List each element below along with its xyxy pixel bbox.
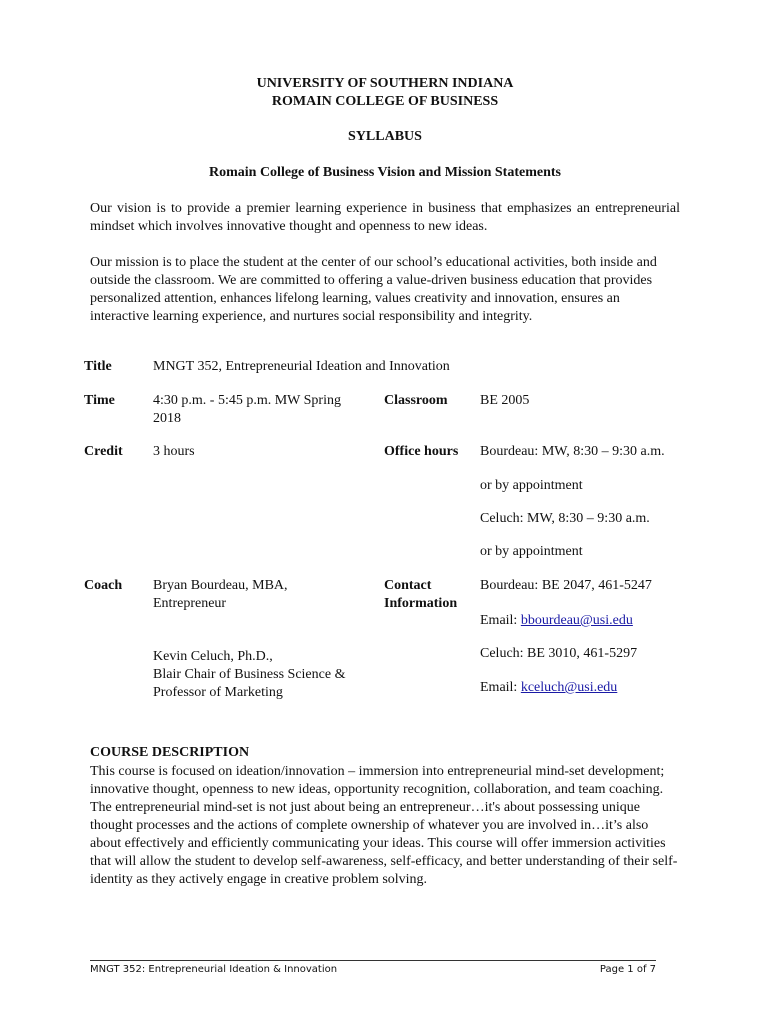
college-name: ROMAIN COLLEGE OF BUSINESS <box>271 94 499 109</box>
contact-celuch-office: Celuch: BE 3010, 461-5297 <box>480 646 638 661</box>
coach-bourdeau-role: Entrepreneur <box>153 596 227 611</box>
contact-bourdeau-email-row <box>480 612 633 630</box>
vision-mission-heading: Romain College of Business Vision and Mission Statements <box>209 165 561 180</box>
header-block <box>0 75 770 111</box>
vision-statement: Our vision is to provide a premier learning experience in business that emphasizes an entrepreneurial mindset which involves innovative thought and openness to new ideas. <box>90 201 680 234</box>
course-description-heading: COURSE DESCRIPTION <box>90 745 250 760</box>
contact-label-line1: Contact <box>384 578 432 593</box>
time-label: Time <box>84 393 115 408</box>
contact-label-line2: Information <box>384 596 458 611</box>
coach-celuch-name: Kevin Celuch, Ph.D., <box>153 649 273 664</box>
email-label: Email: <box>480 613 521 628</box>
contact-info-label <box>384 577 457 613</box>
title-value: MNGT 352, Entrepreneurial Ideation and Innovation <box>153 359 450 374</box>
email-label: Email: <box>480 680 521 695</box>
university-name: UNIVERSITY OF SOUTHERN INDIANA <box>256 76 514 91</box>
office-hours-label: Office hours <box>384 444 459 459</box>
credit-value: 3 hours <box>153 444 195 459</box>
celuch-email-link[interactable]: kceluch@usi.edu <box>520 680 618 695</box>
time-value-line2: 2018 <box>153 411 181 426</box>
time-value-line1: 4:30 p.m. - 5:45 p.m. MW Spring <box>153 393 341 408</box>
office-hours-celuch: Celuch: MW, 8:30 – 9:30 a.m. <box>480 511 650 526</box>
office-hours-bourdeau-appointment: or by appointment <box>480 478 583 493</box>
mission-statement: Our mission is to place the student at the center of our school’s educational activities, both inside and outside the classroom. We are committed to offering a value-driven business education that provides personalized attention, enhances lifelong learning, values creativity and innovation, ensures an interactive learning experience, and nurtures social responsibility and integrity. <box>90 255 657 324</box>
coach-celuch <box>153 648 345 702</box>
office-hours-celuch-appointment: or by appointment <box>480 544 583 559</box>
course-description-body: This course is focused on ideation/innovation – immersion into entrepreneurial mind-set development; innovative thought, openness to new ideas, opportunity recognition, collaboration, and team coaching. The entrepreneurial mind-set is not just about being an entrepreneur…it's about possessing unique thought processes and the actions of complete ownership of whatever you are involved in…it’s also about effectively and efficiently communicating your ideas. This course will offer immersion activities that will allow the student to develop self-awareness, self-efficacy, and better understanding of their self-identity as they actively engage in creative problem solving. <box>90 764 678 887</box>
contact-celuch-email-row <box>480 679 617 697</box>
coach-bourdeau <box>153 577 288 613</box>
title-label: Title <box>84 359 112 374</box>
office-hours-bourdeau: Bourdeau: MW, 8:30 – 9:30 a.m. <box>480 444 665 459</box>
footer-divider <box>90 960 656 961</box>
coach-label: Coach <box>84 578 123 593</box>
coach-bourdeau-name: Bryan Bourdeau, MBA, <box>153 578 288 593</box>
bourdeau-email-link[interactable]: bbourdeau@usi.edu <box>520 613 633 628</box>
footer-course-title: MNGT 352: Entrepreneurial Ideation & Innovation <box>90 964 338 975</box>
time-value <box>153 392 341 428</box>
credit-label: Credit <box>84 444 123 459</box>
classroom-label: Classroom <box>384 393 448 408</box>
contact-bourdeau-office: Bourdeau: BE 2047, 461-5247 <box>480 578 652 593</box>
coach-celuch-role: Professor of Marketing <box>153 685 283 700</box>
classroom-value: BE 2005 <box>480 393 530 408</box>
coach-celuch-title: Blair Chair of Business Science & <box>153 667 346 682</box>
document-type: SYLLABUS <box>348 129 422 144</box>
footer-page-number: Page 1 of 7 <box>599 964 656 975</box>
